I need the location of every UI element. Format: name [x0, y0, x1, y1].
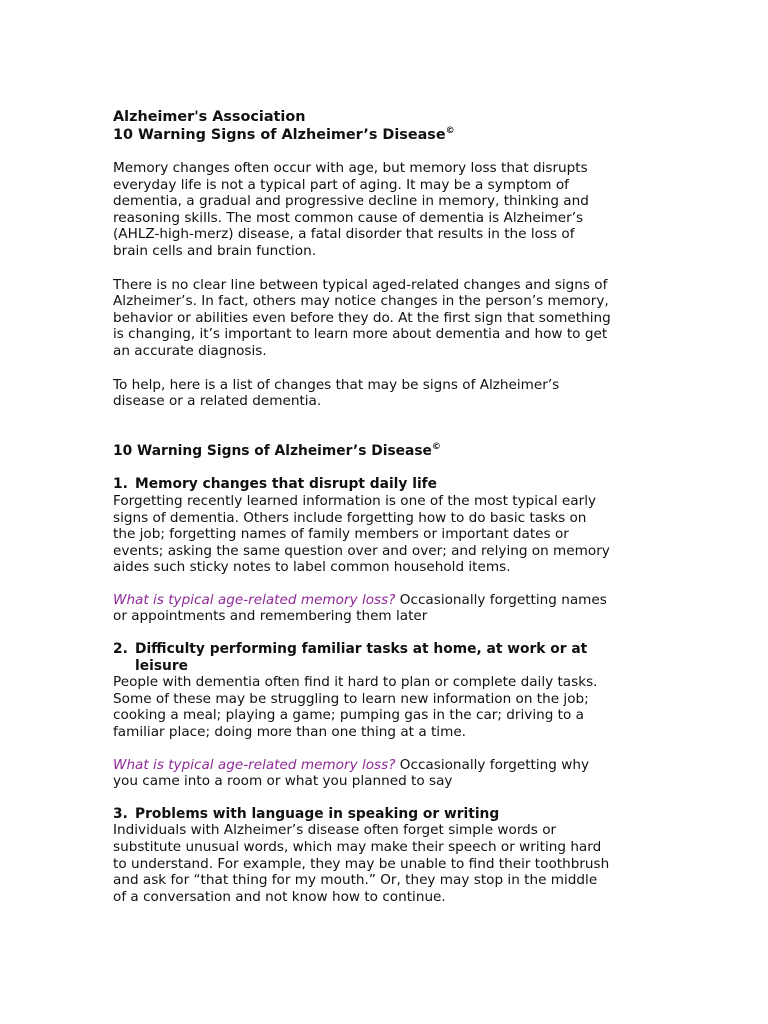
sign-1-heading — [113, 476, 613, 493]
list-heading-copyright: © — [431, 441, 441, 452]
document-content — [113, 108, 613, 905]
sign-1-typical — [113, 592, 613, 625]
sign-2-heading — [113, 641, 613, 674]
sign-3-title: Problems with language in speaking or writing — [135, 805, 500, 822]
sign-1-title: Memory changes that disrupt daily life — [135, 476, 438, 493]
sign-1-typical-answer: Occasionally forgetting names or appointments and remembering them later — [113, 591, 607, 625]
intro-paragraph-1: Memory changes often occur with age, but memory loss that disrupts everyday life is not a typical part of aging. It may be a symptom of dementia, a gradual and progressive decline in memory, thinking and reasoning skills. The most common cause of dementia is Alzheimer’s (AHLZ-high-merz) disease, a fatal disorder that results in the loss of brain cells and brain function. — [113, 160, 589, 259]
sign-3-body: Individuals with Alzheimer’s disease often forget simple words or substitute unusual words, which may make their speech or writing hard to understand. For example, they may be unable to find their toothbrush and ask for “that thing for my mouth.” Or, they may stop in the middle of a conversation and not know how to continue. — [113, 822, 610, 905]
document-title-text: 10 Warning Signs of Alzheimer’s Disease — [113, 127, 446, 143]
sign-1-body: Forgetting recently learned information is one of the most typical early signs of dementia. Others include forgetting how to do basic tasks on the job; forgetting names of family members or important dates or events; asking the same question over and over; and relying on memory aides such sticky notes to label common household items. — [113, 492, 610, 576]
sign-3-number: 3. — [113, 805, 128, 822]
list-heading-text: 10 Warning Signs of Alzheimer’s Disease — [113, 442, 432, 459]
sign-2-typical — [113, 757, 613, 790]
sign-3-heading — [113, 806, 613, 823]
sign-2-typical-answer: Occasionally forgetting why you came into a room or what you planned to say — [113, 756, 590, 790]
list-heading — [113, 443, 613, 460]
intro-paragraph-2: There is no clear line between typical aged-related changes and signs of Alzheimer’s. In fact, others may notice changes in the person’s memory, behavior or abilities even before they do. At the first sign that something is changing, it’s important to learn more about dementia and how to get an accurate diagnosis. — [113, 276, 611, 359]
sign-1-typical-question: What is typical age-related memory loss? — [113, 591, 396, 608]
intro-paragraph-3: To help, here is a list of changes that may be signs of Alzheimer’s disease or a related dementia. — [113, 376, 560, 410]
sign-2-typical-question: What is typical age-related memory loss? — [113, 756, 396, 773]
sign-2-number: 2. — [113, 641, 128, 658]
sign-2-title: Difficulty performing familiar tasks at home, at work or at leisure — [135, 641, 588, 674]
sign-1-number: 1. — [113, 476, 128, 493]
sign-2-body: People with dementia often find it hard to plan or complete daily tasks. Some of these may be struggling to learn new information on the job; cooking a meal; playing a game; pumping gas in the car; driving to a familiar place; doing more than one thing at a time. — [113, 674, 598, 741]
copyright-mark: © — [445, 126, 455, 136]
document-title — [113, 126, 613, 144]
organization-name: Alzheimer's Association — [113, 109, 306, 125]
